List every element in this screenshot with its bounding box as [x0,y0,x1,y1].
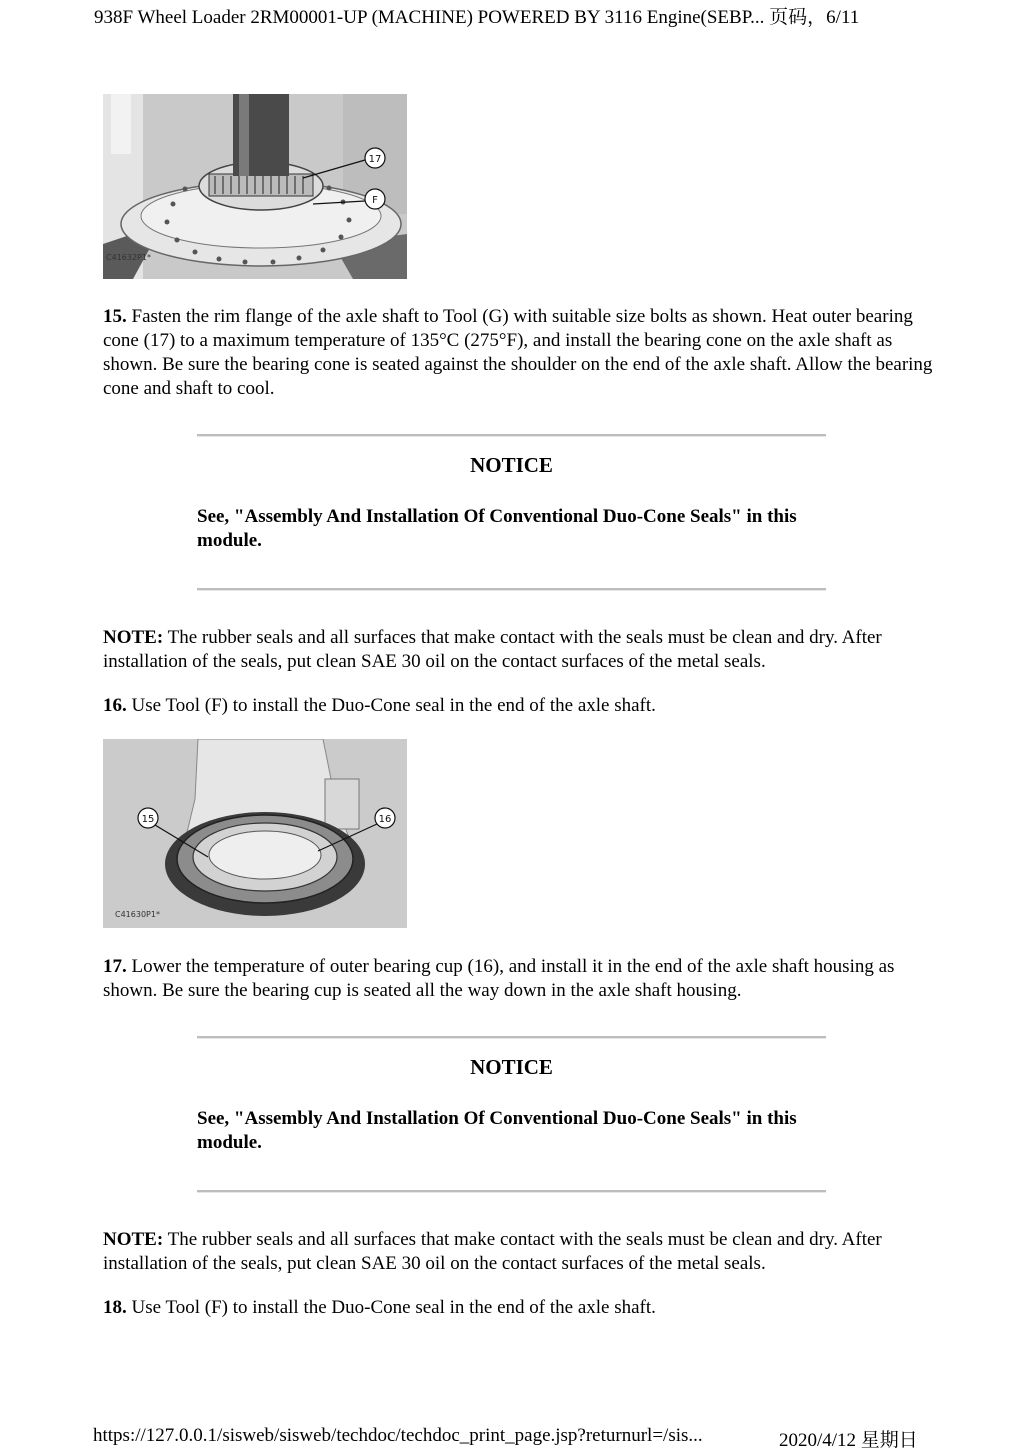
figure-bearing-cone-photo [103,94,407,279]
bearing-cone-illustration [103,94,407,279]
note-text: The rubber seals and all surfaces that make contact with the seals must be clean and dry. After installation of the seals, put clean SAE 30 oil on the contact surfaces of the metal seals. [103,627,882,672]
figure-caption: C41632P1* [106,253,151,262]
note-label: NOTE: [103,627,164,648]
step-text: Fasten the rim flange of the axle shaft to Tool (G) with suitable size bolts as shown. Heat outer bearing cone (17) to a maximum temperature of 135°C (275°F), and install the bearing cone on the axle shaft as shown. Be sure the bearing cone is seated against the shoulder on the end of the axle shaft. Allow the bearing cone and shaft to cool. [103,306,933,399]
notice-top-rule [197,1036,826,1039]
callout-16-label: 16 [378,814,392,825]
step-18 [103,1296,933,1320]
note-paragraph [103,1228,933,1276]
callout-15-label: 15 [141,814,155,825]
callout-17-label: 17 [368,154,382,165]
figure-bearing-cup-photo [103,739,407,928]
step-text: Use Tool (F) to install the Duo-Cone seal in the end of the axle shaft. [126,1297,656,1318]
step-number: 18. [103,1297,127,1318]
step-17 [103,955,933,1003]
step-16 [103,694,933,718]
step-number: 17. [103,956,127,977]
note-label: NOTE: [103,1229,164,1250]
callout-f-label: F [372,195,378,206]
figure-caption: C41630P1* [115,910,160,919]
step-text: Lower the temperature of outer bearing cup (16), and install it in the end of the axle shaft housing as shown. Be sure the bearing cup is seated all the way down in the axle shaft housing. [103,956,895,1001]
page-header-title: 938F Wheel Loader 2RM00001-UP (MACHINE) POWERED BY 3116 Engine(SEBP... 页码，6/11 [94,7,860,28]
notice-bottom-rule [197,588,826,591]
notice-title: NOTICE [470,453,553,477]
notice-body: See, "Assembly And Installation Of Conventional Duo-Cone Seals" in this module. [197,506,797,551]
step-15 [103,305,933,401]
notice-body: See, "Assembly And Installation Of Conventional Duo-Cone Seals" in this module. [197,1108,797,1153]
step-number: 15. [103,306,127,327]
notice-title: NOTICE [470,1055,553,1079]
notice-bottom-rule [197,1190,826,1193]
bearing-cup-illustration [103,739,407,928]
footer-url: https://127.0.0.1/sisweb/sisweb/techdoc/techdoc_print_page.jsp?returnurl=/sis... [93,1425,703,1446]
note-text: The rubber seals and all surfaces that make contact with the seals must be clean and dry. After installation of the seals, put clean SAE 30 oil on the contact surfaces of the metal seals. [103,1229,882,1274]
notice-top-rule [197,434,826,437]
step-number: 16. [103,695,127,716]
footer-date: 2020/4/12 星期日 [779,1430,918,1451]
step-text: Use Tool (F) to install the Duo-Cone seal in the end of the axle shaft. [126,695,656,716]
note-paragraph [103,626,933,674]
